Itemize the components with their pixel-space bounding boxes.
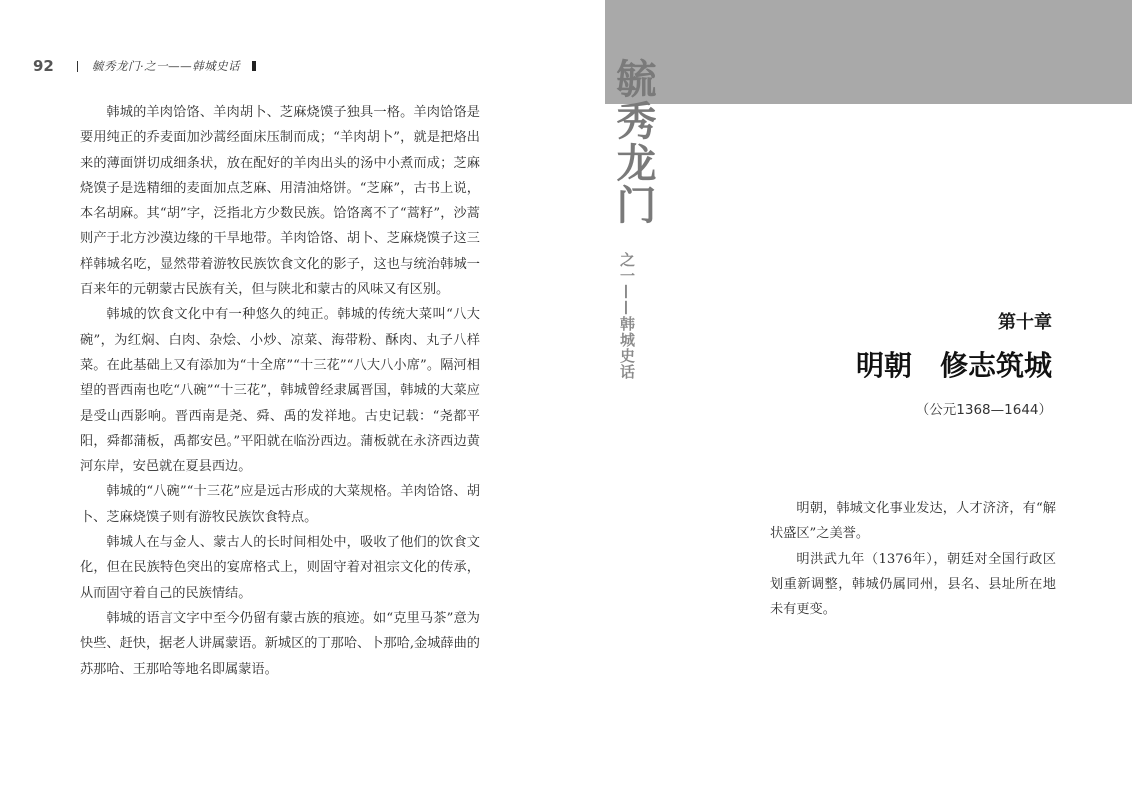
paragraph: 韩城的语言文字中至今仍留有蒙古族的痕迹。如“克里马茶”意为快些、赶快，据老人讲属蒙语。新城区的丁那哈、卜那哈,金城薛曲的苏那哈、王那哈等地名即属蒙语。 bbox=[80, 610, 480, 677]
paragraph: 韩城人在与金人、蒙古人的长时间相处中，吸收了他们的饮食文化，但在民族特色突出的宴席格式上，则固守着对祖宗文化的传承，从而固守着自己的民族情结。 bbox=[80, 535, 480, 601]
chapter-title: 明朝 修志筑城 bbox=[855, 349, 1052, 382]
running-head-title: 毓秀龙门·之一——韩城史话 bbox=[92, 59, 241, 73]
body-text bbox=[80, 100, 480, 682]
paragraph: 韩城的羊肉饸饹、羊肉胡卜、芝麻烧馍子独具一格。羊肉饸饹是要用纯正的乔麦面加沙蒿经面床压制而成；“羊肉胡卜”，就是把烙出来的薄面饼切成细条状，放在配好的羊肉出头的汤中小煮而成；芝麻烧馍子是选精细的麦面加点芝麻、用清油烙饼。“芝麻”，古书上说，本名胡麻。其“胡”字，泛指北方少数民族。饸饹离不了“蒿籽”，沙蒿则产于北方沙漠边缘的干旱地带。羊肉饸饹、胡卜、芝麻烧馍子这三样韩城名吃，显然带着游牧民族饮食文化的影子，这也与统治韩城一百来年的元朝蒙古民族有关，但与陕北和蒙古的风味又有区别。 bbox=[80, 105, 480, 298]
paragraph: 明洪武九年（1376年），朝廷对全国行政区划重新调整，韩城仍属同州，县名、县址所在地未有更变。 bbox=[770, 551, 1056, 618]
header-band bbox=[605, 0, 1132, 104]
chapter-years: （公元1368—1644） bbox=[915, 402, 1052, 418]
paragraph: 韩城的饮食文化中有一种悠久的纯正。韩城的传统大菜叫“八大碗”，为红焖、白肉、杂烩、小炒、凉菜、海带粉、酥肉、丸子八样菜。在此基础上又有添加为“十全席”“十三花”“八大八小席”。隔河相望的晋西南也吃“八碗”“十三花”，韩城曾经隶属晋国，韩城的大菜应是受山西影响。晋西南是尧、舜、禹的发祥地。古史记载：“尧都平阳，舜都蒲板，禹都安邑。”平阳就在临汾西边。蒲板就在永济西边黄河东岸，安邑就在夏县西边。 bbox=[80, 307, 480, 475]
paragraph: 韩城的“八碗”“十三花”应是远古形成的大菜规格。羊肉饸饹、胡卜、芝麻烧馍子则有游牧民族饮食特点。 bbox=[80, 484, 480, 525]
running-head bbox=[33, 56, 256, 76]
page-number: 92 bbox=[33, 57, 54, 75]
chapter-number: 第十章 bbox=[998, 312, 1052, 333]
chapter-intro bbox=[770, 496, 1056, 622]
running-head-marker bbox=[252, 61, 256, 71]
paragraph: 明朝，韩城文化事业发达，人才济济，有“解状盛区”之美誉。 bbox=[770, 501, 1056, 542]
right-page bbox=[605, 0, 1132, 799]
book-title-vertical: 毓秀龙门 bbox=[610, 58, 656, 226]
running-head-divider bbox=[77, 61, 78, 72]
book-subtitle-vertical: 之一——韩城史话 bbox=[618, 252, 636, 380]
